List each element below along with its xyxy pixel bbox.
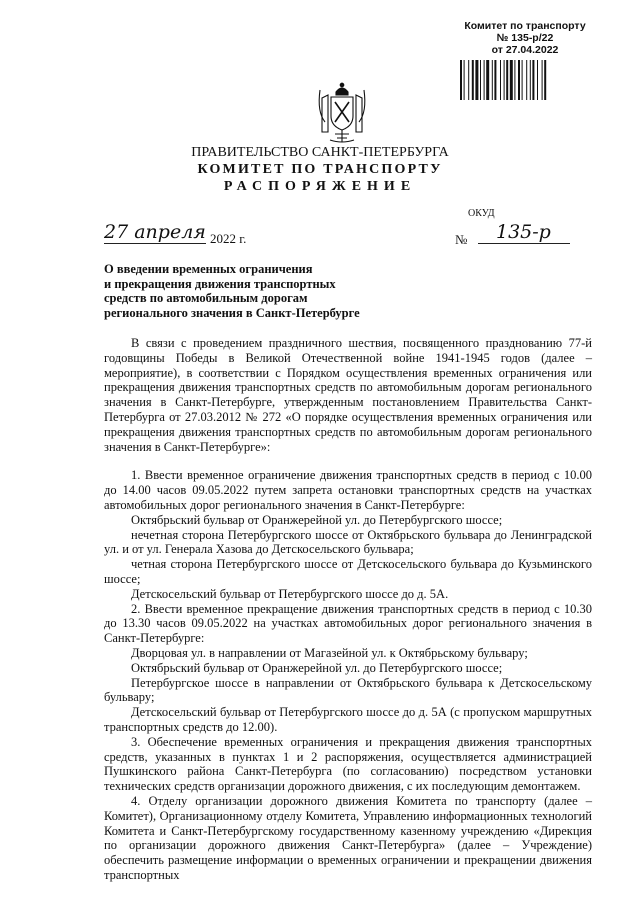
document-type: РАСПОРЯЖЕНИЕ — [223, 179, 417, 194]
date-underline — [104, 243, 206, 244]
barcode-bar — [514, 60, 515, 100]
document-subject — [104, 262, 360, 320]
barcode-bar — [532, 60, 534, 100]
barcode — [460, 60, 588, 100]
clause-3: 3. Обеспечение временных ограничения и прекращения движения транспортных средств, указанных в пунктах 1 и 2 распоряжения, осуществляется администрацией Пушкинского района Санкт-Петербурга (по согласованию) посредством установки технических средств организации дорожного движения, с их последующим демонтажем. — [104, 734, 592, 794]
barcode-bar — [500, 60, 501, 100]
subject-line: средств по автомобильным дорогам — [104, 291, 308, 305]
government-title: ПРАВИТЕЛЬСТВО САНКТ-ПЕТЕРБУРГА — [191, 145, 449, 160]
barcode-bar — [518, 60, 520, 100]
subject-line: О введении временных ограничения — [104, 262, 313, 276]
stamp-number: № 135-р/22 — [496, 32, 554, 44]
clause-1-item: Октябрьский бульвар от Оранжерейной ул. до Петербургского шоссе; — [131, 512, 503, 527]
registration-stamp — [455, 20, 595, 56]
barcode-bar — [472, 60, 474, 100]
barcode-bar — [484, 60, 485, 100]
clause-2-item: Детскосельский бульвар от Петербургского шоссе до д. 5А (с пропуском маршрутных транспортных средств до 12.00). — [104, 705, 592, 734]
barcode-bar — [480, 60, 481, 100]
document-body — [104, 336, 592, 883]
clause-2: 2. Ввести временное прекращение движения транспортных средств в период с 10.30 до 13.30 часов 09.05.2022 на участках автомобильных дорог регионального значения в Санкт-Петербурге: — [104, 601, 592, 646]
clause-2-item: Октябрьский бульвар от Оранжерейной ул. до Петербургского шоссе; — [131, 660, 503, 675]
number-underline — [478, 243, 570, 244]
barcode-bar — [537, 60, 538, 100]
coat-of-arms-icon — [315, 82, 369, 144]
barcode-bar — [506, 60, 508, 100]
barcode-bar — [530, 60, 531, 100]
clause-2-item: Петербургское шоссе в направлении от Октябрьского бульвара к Детскосельскому бульвару; — [104, 675, 592, 705]
subject-line: и прекращения движения транспортных — [104, 276, 336, 291]
subject-line: регионального значения в Санкт-Петербурге — [104, 305, 360, 320]
document-year: 2022 г. — [210, 231, 247, 246]
barcode-bar — [544, 60, 546, 100]
stamp-date: от 27.04.2022 — [491, 44, 559, 56]
clause-2-item: Дворцовая ул. в направлении от Магазейной ул. к Октябрьскому бульвару; — [131, 645, 528, 660]
barcode-bar — [504, 60, 505, 100]
barcode-bar — [460, 60, 462, 100]
barcode-bar — [494, 60, 496, 100]
barcode-bar — [486, 60, 489, 100]
clause-1-item: Детскосельский бульвар от Петербургского шоссе до д. 5А. — [131, 586, 449, 601]
barcode-bar — [542, 60, 543, 100]
clause-1-item: четная сторона Петербургского шоссе от Детскосельского бульвара до Кузьминского шоссе; — [104, 557, 592, 586]
handwritten-number: 135-р — [496, 221, 551, 243]
barcode-bar — [526, 60, 527, 100]
stamp-committee: Комитет по транспорту — [464, 20, 586, 32]
clause-4: 4. Отделу организации дорожного движения Комитета по транспорту (далее – Комитет), Организационному отделу Комитета, Управлению информационных технологий Комитета и Санкт-Петербургскому государственному казенному учреждению «Дирекция по организации дорожного движения Санкт-Петербурга» (далее – Учреждение) обеспечить размещение информации о временных ограничении и прекращении движения транспортных — [104, 793, 592, 882]
barcode-bar — [475, 60, 478, 100]
barcode-bar — [468, 60, 469, 100]
barcode-bar — [492, 60, 493, 100]
handwritten-date: 27 апреля — [104, 221, 206, 243]
barcode-bar — [510, 60, 513, 100]
number-sign: № — [455, 232, 468, 247]
clause-1: 1. Ввести временное ограничение движения транспортных средств в период с 10.00 до 14.00 часов 09.05.2022 путем запрета остановки транспортных средств на участках автомобильных дорог регионального значения в Санкт-Петербурге: — [104, 468, 592, 512]
preamble-paragraph: В связи с проведением праздничного шествия, посвященного празднованию 77-й годовщины Победы в Великой Отечественной войне 1941-1945 годов (далее – мероприятие), в соответствии с Порядком осуществления временных ограничения или прекращения движения транспортных средств по автомобильным дорогам регионального значения в Санкт-Петербурге, утвержденным постановлением Правительства Санкт-Петербурга от 27.03.2012 № 272 «О порядке осуществления временных ограничения или прекращения движения транспортных средств по автомобильным дорогам регионального значения в Санкт-Петербурге»: — [104, 336, 592, 454]
barcode-bar — [464, 60, 465, 100]
barcode-bar — [522, 60, 523, 100]
clause-1-item: нечетная сторона Петербургского шоссе от Октябрьского бульвара до Ленинградской ул. и от ул. Генерала Хазова до Детскосельского бульвара; — [104, 527, 592, 557]
okud-label: ОКУД — [468, 208, 495, 219]
committee-title: КОМИТЕТ ПО ТРАНСПОРТУ — [197, 162, 443, 177]
